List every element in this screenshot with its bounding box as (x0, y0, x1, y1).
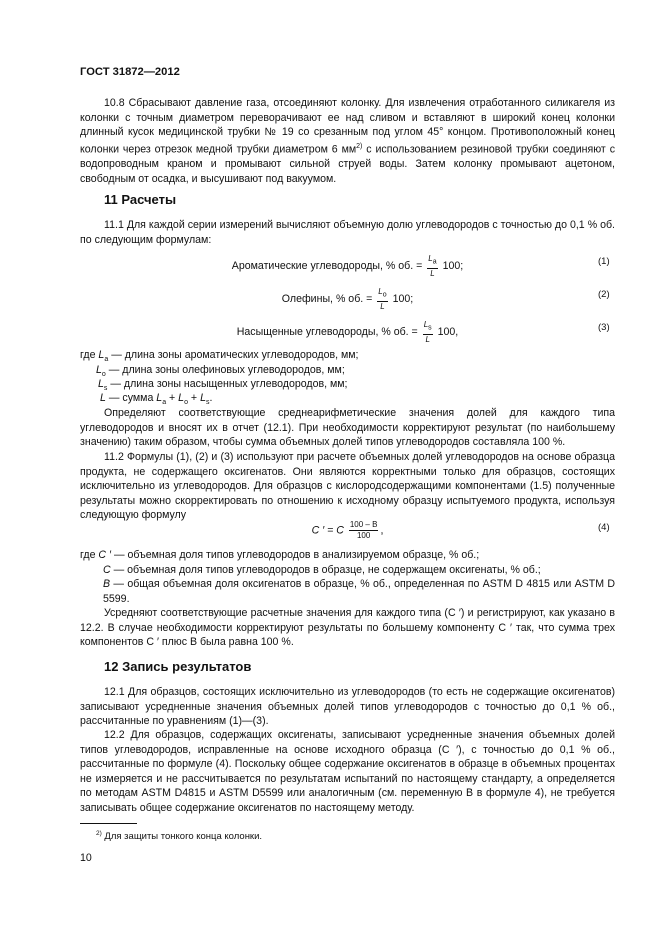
definition-text: — длина зоны ароматических углеводородов, мм; (111, 349, 359, 361)
fraction (377, 287, 387, 312)
definition-item: $L_o$ — длина зоны олефиновых углеводородов, мм; (96, 364, 345, 379)
formula-4 (80, 520, 615, 541)
formula-lhs: C ′ = C (311, 524, 344, 537)
formula-label: Насыщенные углеводороды, % об. = (236, 326, 418, 339)
where-prefix: где (80, 549, 96, 561)
section-heading-11: 11 Расчеты (104, 192, 177, 207)
footnote-text: Для защиты тонкого конца колонки. (104, 831, 263, 843)
paragraph-define: Определяют соответствующие среднеарифметические значения долей для каждого типа углеводородов и вносят их в отчет (12.1). При необходимости корректируют результат (по наибольшему значению) таким образом, чтобы сумма объемных долей типов углеводородов составляла 100 %. (80, 407, 615, 449)
symbol: L (96, 364, 102, 376)
formula-number: (3) (598, 322, 610, 333)
definition-item (80, 548, 479, 563)
footnote-ref: 2) (356, 142, 363, 150)
paragraph-12-1: 12.1 Для образцов, состоящих исключительно из углеводородов (то есть не содержащие оксигенатов) записывают усредненные значения объемных долей типов углеводородов с точностью до 0,1 % об., рассчитанные по уравнениям (1)—(3). (80, 686, 615, 728)
symbol: B (103, 578, 111, 590)
document-header: ГОСТ 31872—2012 (80, 66, 180, 78)
definition-text: — длина зоны олефиновых углеводородов, мм; (108, 364, 345, 376)
denominator: L (430, 268, 435, 278)
p-text: 10.8 Сбрасывают давление газа, отсоединяют колонку. Для извлечения отработанного силикагеля из колонки с точным диаметром переворачивают ее над сливом и вставляют в широкий конец колонки длинный кусок медицинской трубки № 19 со срезанным под углом 45° концом. Противоположный конец колонки через отрезок медной трубки диаметром 6 мм (80, 97, 615, 156)
symbol: C (103, 564, 111, 576)
formula-number: (1) (598, 256, 610, 267)
page-number: 10 (80, 852, 92, 864)
paragraph-average: Усредняют соответствующие расчетные значения для каждого типа (C ′) и регистрируют, как указано в 12.2. В случае необходимости корректируют результаты по большему компоненту C ′ так, что сумма трех компонентов C ′ плюс B была равна 100 %. (80, 607, 615, 649)
numerator: $L_o$ (377, 287, 387, 302)
paragraph-12-2: 12.2 Для образцов, содержащих оксигенаты, записывают усредненные значения объемных долей типов углеводородов, исправленные на основе исходного образца (C ′), с точностью до 0,1 % об., рассчитанные по формуле (4). Поскольку общее содержание оксигенатов в образце в объемных процентах не измеряется и не рассчитывается по результатам испытаний по настоящему стандарту, а определяется по методам ASTM D4815 и ASTM D5599 или аналогичным (см. переменную B в формуле 4), не требуется записывать общее содержание оксигенатов по настоящему методу. (80, 729, 615, 814)
formula-tail: 100; (392, 293, 414, 306)
formula-label: Ароматические углеводороды, % об. = (231, 260, 423, 273)
definition-text: — общая объемная доля оксигенатов в образце, % об., определенная по ASTM D 4815 или ASTM D 5599. (103, 578, 615, 605)
definition-text: — сумма $L_a + L_o + L_s$. (108, 392, 213, 407)
denominator: 100 (356, 531, 371, 540)
denominator: L (380, 301, 385, 311)
formula-number: (4) (598, 522, 610, 533)
definition-item (103, 563, 541, 578)
definition-text: — объемная доля типов углеводородов в анализируемом образце, % об.; (113, 549, 480, 561)
footnote (96, 830, 262, 842)
fraction (427, 254, 437, 279)
formula-1 (80, 254, 615, 279)
p-text: с использованием резиновой трубки соединяют с водопроводным краном и промывают сильной струей воды. Затем колонку промывают ацетоном, свободным от осадка, и высушивают под вакуумом. (80, 143, 615, 185)
where-prefix: где (80, 349, 96, 361)
paragraph-11-1: 11.1 Для каждой серии измерений вычисляют объемную долю углеводородов с точностью до 0,1 % об. по следующим формулам: (80, 219, 615, 246)
symbol: L (98, 378, 104, 390)
fraction (423, 320, 433, 345)
paragraph-11-2: 11.2 Формулы (1), (2) и (3) используют при расчете объемных долей углеводородов на основе образца продукта, не содержащего оксигенатов. Они являются корректными только для образцов, состоящих исключительно из углеводородов. Для образцов с кислородсодержащими компонентами (1.5) полученные результаты можно скорректировать по отношению к исходному образцу испытуемого продукта, используя следующую формулу (80, 451, 615, 522)
definition-item: $L_s$ — длина зоны насыщенных углеводородов, мм; (98, 378, 348, 393)
symbol: L (100, 392, 106, 404)
fraction (349, 520, 379, 541)
definition-text: — длина зоны насыщенных углеводородов, мм; (110, 378, 348, 390)
formula-tail: , (380, 524, 384, 537)
section-heading-12: 12 Запись результатов (104, 659, 252, 674)
numerator: 100 – B (349, 520, 378, 529)
symbol: C ′ (98, 549, 112, 561)
numerator: $L_s$ (423, 320, 433, 335)
formula-2 (80, 287, 615, 312)
definition-item (103, 577, 615, 606)
symbol: L (98, 349, 105, 361)
footnote-divider (80, 823, 137, 824)
definition-item: где $L_a$ — длина зоны ароматических углеводородов, мм; (80, 349, 359, 364)
paragraph-10-8 (80, 96, 615, 186)
formula-number: (2) (598, 289, 610, 300)
formula-tail: 100; (442, 260, 464, 273)
formula-label: Олефины, % об. = (281, 293, 373, 306)
numerator: $L_a$ (427, 254, 437, 269)
formula-tail: 100, (437, 326, 459, 339)
formula-3 (80, 320, 615, 345)
denominator: L (425, 334, 430, 344)
footnote-mark: 2) (96, 830, 102, 837)
definition-text: — объемная доля типов углеводородов в образце, не содержащем оксигенаты, % об.; (113, 564, 541, 576)
